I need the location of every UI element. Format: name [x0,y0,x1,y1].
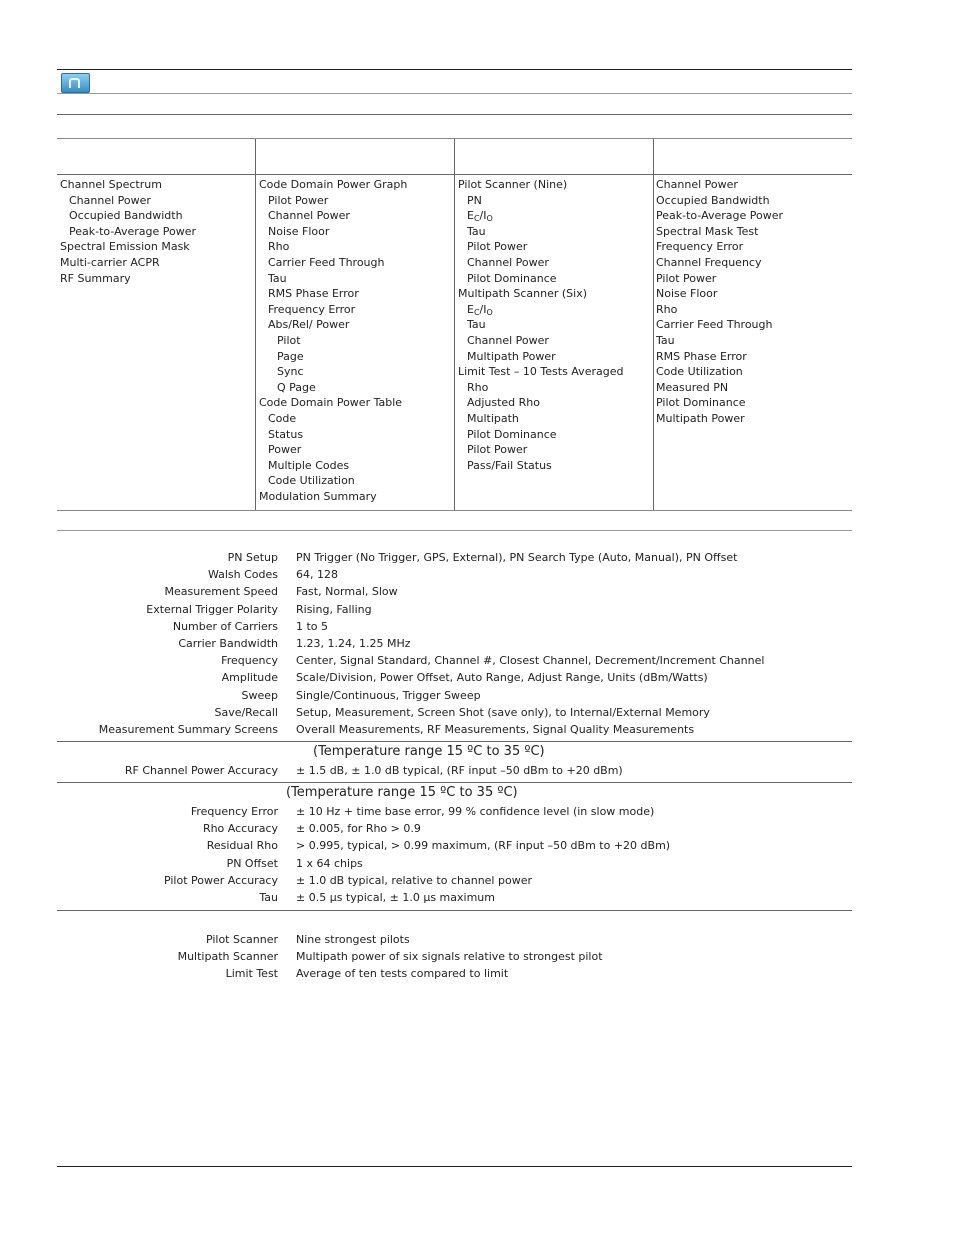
measurement-item: Pass/Fail Status [467,458,552,472]
spec-value: ± 10 Hz + time base error, 99 % confidence level (in slow mode) [296,805,655,818]
measurement-item: Channel Power [656,178,738,191]
measurement-item: Rho [656,302,678,316]
section-rule [57,114,852,115]
column-divider [255,139,256,510]
spec-value: 1 x 64 chips [296,856,363,870]
measurement-item [458,302,623,318]
measurement-item: Status [268,427,304,441]
spec-value: 64, 128 [296,568,338,582]
measurement-item: Carrier Feed Through [656,318,773,332]
measurement-item: Multipath Power [467,349,556,363]
measurement-item: Channel Power [467,255,549,269]
spec-label: Multipath Scanner [177,950,278,964]
spec-value: 1.23, 1.24, 1.25 MHz [296,637,411,650]
measurement-item: Peak-to-Average Power [656,209,783,223]
spec-label: Walsh Codes [207,568,278,582]
footer-rule [57,1166,852,1167]
measurement-item: Tau [656,333,675,347]
ecio-part: I [483,302,487,316]
spec-label: Sweep [241,688,278,702]
spec-value: Rising, Falling [296,602,372,616]
ecio-part: / [479,209,484,223]
measurement-item: RMS Phase Error [268,287,359,301]
spec-value: 1 to 5 [296,619,329,633]
measurement-item: Carrier Feed Through [268,255,385,269]
measurement-item: Pilot Power [467,443,528,457]
spec-label: Amplitude [221,671,278,685]
measurement-item: Occupied Bandwidth [656,193,770,207]
measurement-item: Pilot Power [268,193,329,207]
spec-row [57,933,852,950]
ota-section-rule [57,910,852,911]
measurements-table [57,138,852,511]
measurement-item: Modulation Summary [259,489,377,503]
measurement-item: Rho [268,240,290,254]
measurement-item: Pilot Scanner (Nine) [458,178,568,191]
measurement-item: Channel Frequency [656,255,762,269]
ecio-part: O [486,307,493,317]
spec-label: Measurement Speed [164,585,278,599]
ecio-part: / [479,302,484,316]
spec-row [57,603,852,620]
spec-value: Center, Signal Standard, Channel #, Closest Channel, Decrement/Increment Channel [296,654,765,668]
measurement-item: Pilot Power [656,271,717,285]
spec-row [57,620,852,637]
measurement-item: Peak-to-Average Power [69,224,196,238]
rf-temperature-note: (Temperature range 15 ºC to 35 ºC) [313,744,545,759]
spec-label: PN Setup [227,551,278,564]
spec-value: Average of ten tests compared to limit [296,967,509,981]
spec-row [57,839,852,856]
measurement-item: Frequency Error [656,240,744,254]
spec-row [57,764,852,781]
measurement-item: Multipath Power [656,411,745,425]
measurement-item: Tau [467,224,486,238]
measurement-item: Pilot Dominance [467,271,557,285]
column-divider [653,139,654,510]
spec-label: Limit Test [225,967,278,981]
measurement-item: Measured PN [656,380,729,394]
measurement-item: Power [268,443,302,457]
spec-value: ± 0.005, for Rho > 0.9 [296,822,421,836]
spec-label: Pilot Scanner [205,933,278,946]
spec-row [57,967,852,984]
measurement-item: Spectral Emission Mask [60,240,190,254]
spec-row [57,723,852,740]
modulation-temperature-note: (Temperature range 15 ºC to 35 ºC) [286,785,518,800]
measurement-item [458,208,623,224]
spec-row [57,568,852,585]
spec-label: Carrier Bandwidth [178,637,278,650]
header-bottom-rule [57,93,852,94]
spec-label: Frequency [221,654,278,668]
measurement-item: Code Utilization [656,365,743,379]
measurement-item: Multi-carrier ACPR [60,255,160,269]
spec-row [57,874,852,891]
spec-label: Residual Rho [206,839,278,853]
measurement-column-summary [656,177,783,427]
spec-value: ± 1.0 dB typical, relative to channel power [296,873,532,887]
ecio-part: O [486,214,493,224]
measurement-item: Pilot [277,333,301,347]
spec-value: Multipath power of six signals relative to strongest pilot [296,950,603,964]
measurement-item: Channel Power [268,209,350,223]
spec-label: RF Channel Power Accuracy [124,764,278,777]
ecio-part: E [467,209,474,223]
spec-row [57,637,852,654]
spec-value: ± 1.5 dB, ± 1.0 dB typical, (RF input –50 dBm to +20 dBm) [296,764,623,777]
measurement-item: Code Domain Power Graph [259,178,408,191]
spec-row [57,551,852,568]
measurement-item: RF Summary [60,271,131,285]
measurement-item: Multipath [467,411,519,425]
measurement-item: Q Page [277,380,316,394]
measurement-item: PN [467,193,482,207]
measurement-item: Multipath Scanner (Six) [458,287,588,301]
measurement-item: Multiple Codes [268,458,350,472]
measurement-item: Pilot Dominance [656,396,746,410]
measurement-item: Pilot Power [467,240,528,254]
measurement-item: Code [268,411,297,425]
column-divider [454,139,455,510]
header-top-rule [57,69,852,70]
spec-value: Single/Continuous, Trigger Sweep [296,688,481,702]
measurement-item: Code Domain Power Table [259,396,403,410]
spec-label: Pilot Power Accuracy [163,873,278,887]
rf-section-rule [57,741,852,742]
ecio-part: I [483,209,487,223]
spec-row [57,950,852,967]
measurement-item: Spectral Mask Test [656,224,759,238]
spec-row [57,891,852,908]
measurement-item: Code Utilization [268,474,355,488]
spec-label: PN Offset [226,856,278,870]
spec-row [57,805,852,822]
setup-section-rule [57,530,852,531]
document-logo-icon [61,73,90,93]
measurement-item: Tau [268,271,287,285]
measurement-item: Frequency Error [268,302,356,316]
measurement-item: Occupied Bandwidth [69,209,183,223]
spec-value: PN Trigger (No Trigger, GPS, External), PN Search Type (Auto, Manual), PN Offset [296,551,738,564]
spec-value: Overall Measurements, RF Measurements, Signal Quality Measurements [296,723,695,736]
spec-row [57,585,852,602]
spec-label: Rho Accuracy [202,822,278,836]
spec-row [57,654,852,671]
measurement-item: Noise Floor [268,224,330,238]
measurement-column-rf [60,177,196,286]
measurement-item: Abs/Rel/ Power [268,318,350,332]
spec-value: ± 0.5 µs typical, ± 1.0 µs maximum [296,891,495,904]
spec-value: Setup, Measurement, Screen Shot (save only), to Internal/External Memory [296,705,710,719]
measurement-item: RMS Phase Error [656,349,747,363]
measurement-item: Channel Power [69,193,151,207]
spec-row [57,671,852,688]
measurement-item: Noise Floor [656,287,718,301]
spec-row [57,706,852,723]
measurement-item: Limit Test – 10 Tests Averaged [458,365,624,379]
ecio-part: E [467,302,474,316]
spec-row [57,857,852,874]
measurement-item: Adjusted Rho [467,396,540,410]
ecio-part: C [473,307,480,317]
measurement-column-code-domain [259,177,407,504]
measurement-item: Pilot Dominance [467,427,557,441]
spec-label: Measurement Summary Screens [98,723,278,736]
spec-label: Tau [259,891,278,904]
measurement-column-scanner [458,177,623,473]
ecio-part: C [473,214,480,224]
measurement-item: Rho [467,380,489,394]
modulation-section-rule [57,782,852,783]
measurement-item: Sync [277,365,304,379]
measurement-item: Channel Power [467,333,549,347]
spec-label: Frequency Error [190,805,278,818]
spec-value: Nine strongest pilots [296,933,410,946]
spec-value: Scale/Division, Power Offset, Auto Range, Adjust Range, Units (dBm/Watts) [296,671,708,685]
spec-row [57,689,852,706]
spec-label: External Trigger Polarity [146,602,278,616]
measurement-item: Channel Spectrum [60,178,162,191]
spec-label: Number of Carriers [172,619,278,633]
spec-label: Save/Recall [214,705,278,719]
spec-value: > 0.995, typical, > 0.99 maximum, (RF input –50 dBm to +20 dBm) [296,839,671,853]
measurement-item: Page [277,349,304,363]
spec-value: Fast, Normal, Slow [296,585,398,599]
measurement-item: Tau [467,318,486,332]
spec-row [57,822,852,839]
